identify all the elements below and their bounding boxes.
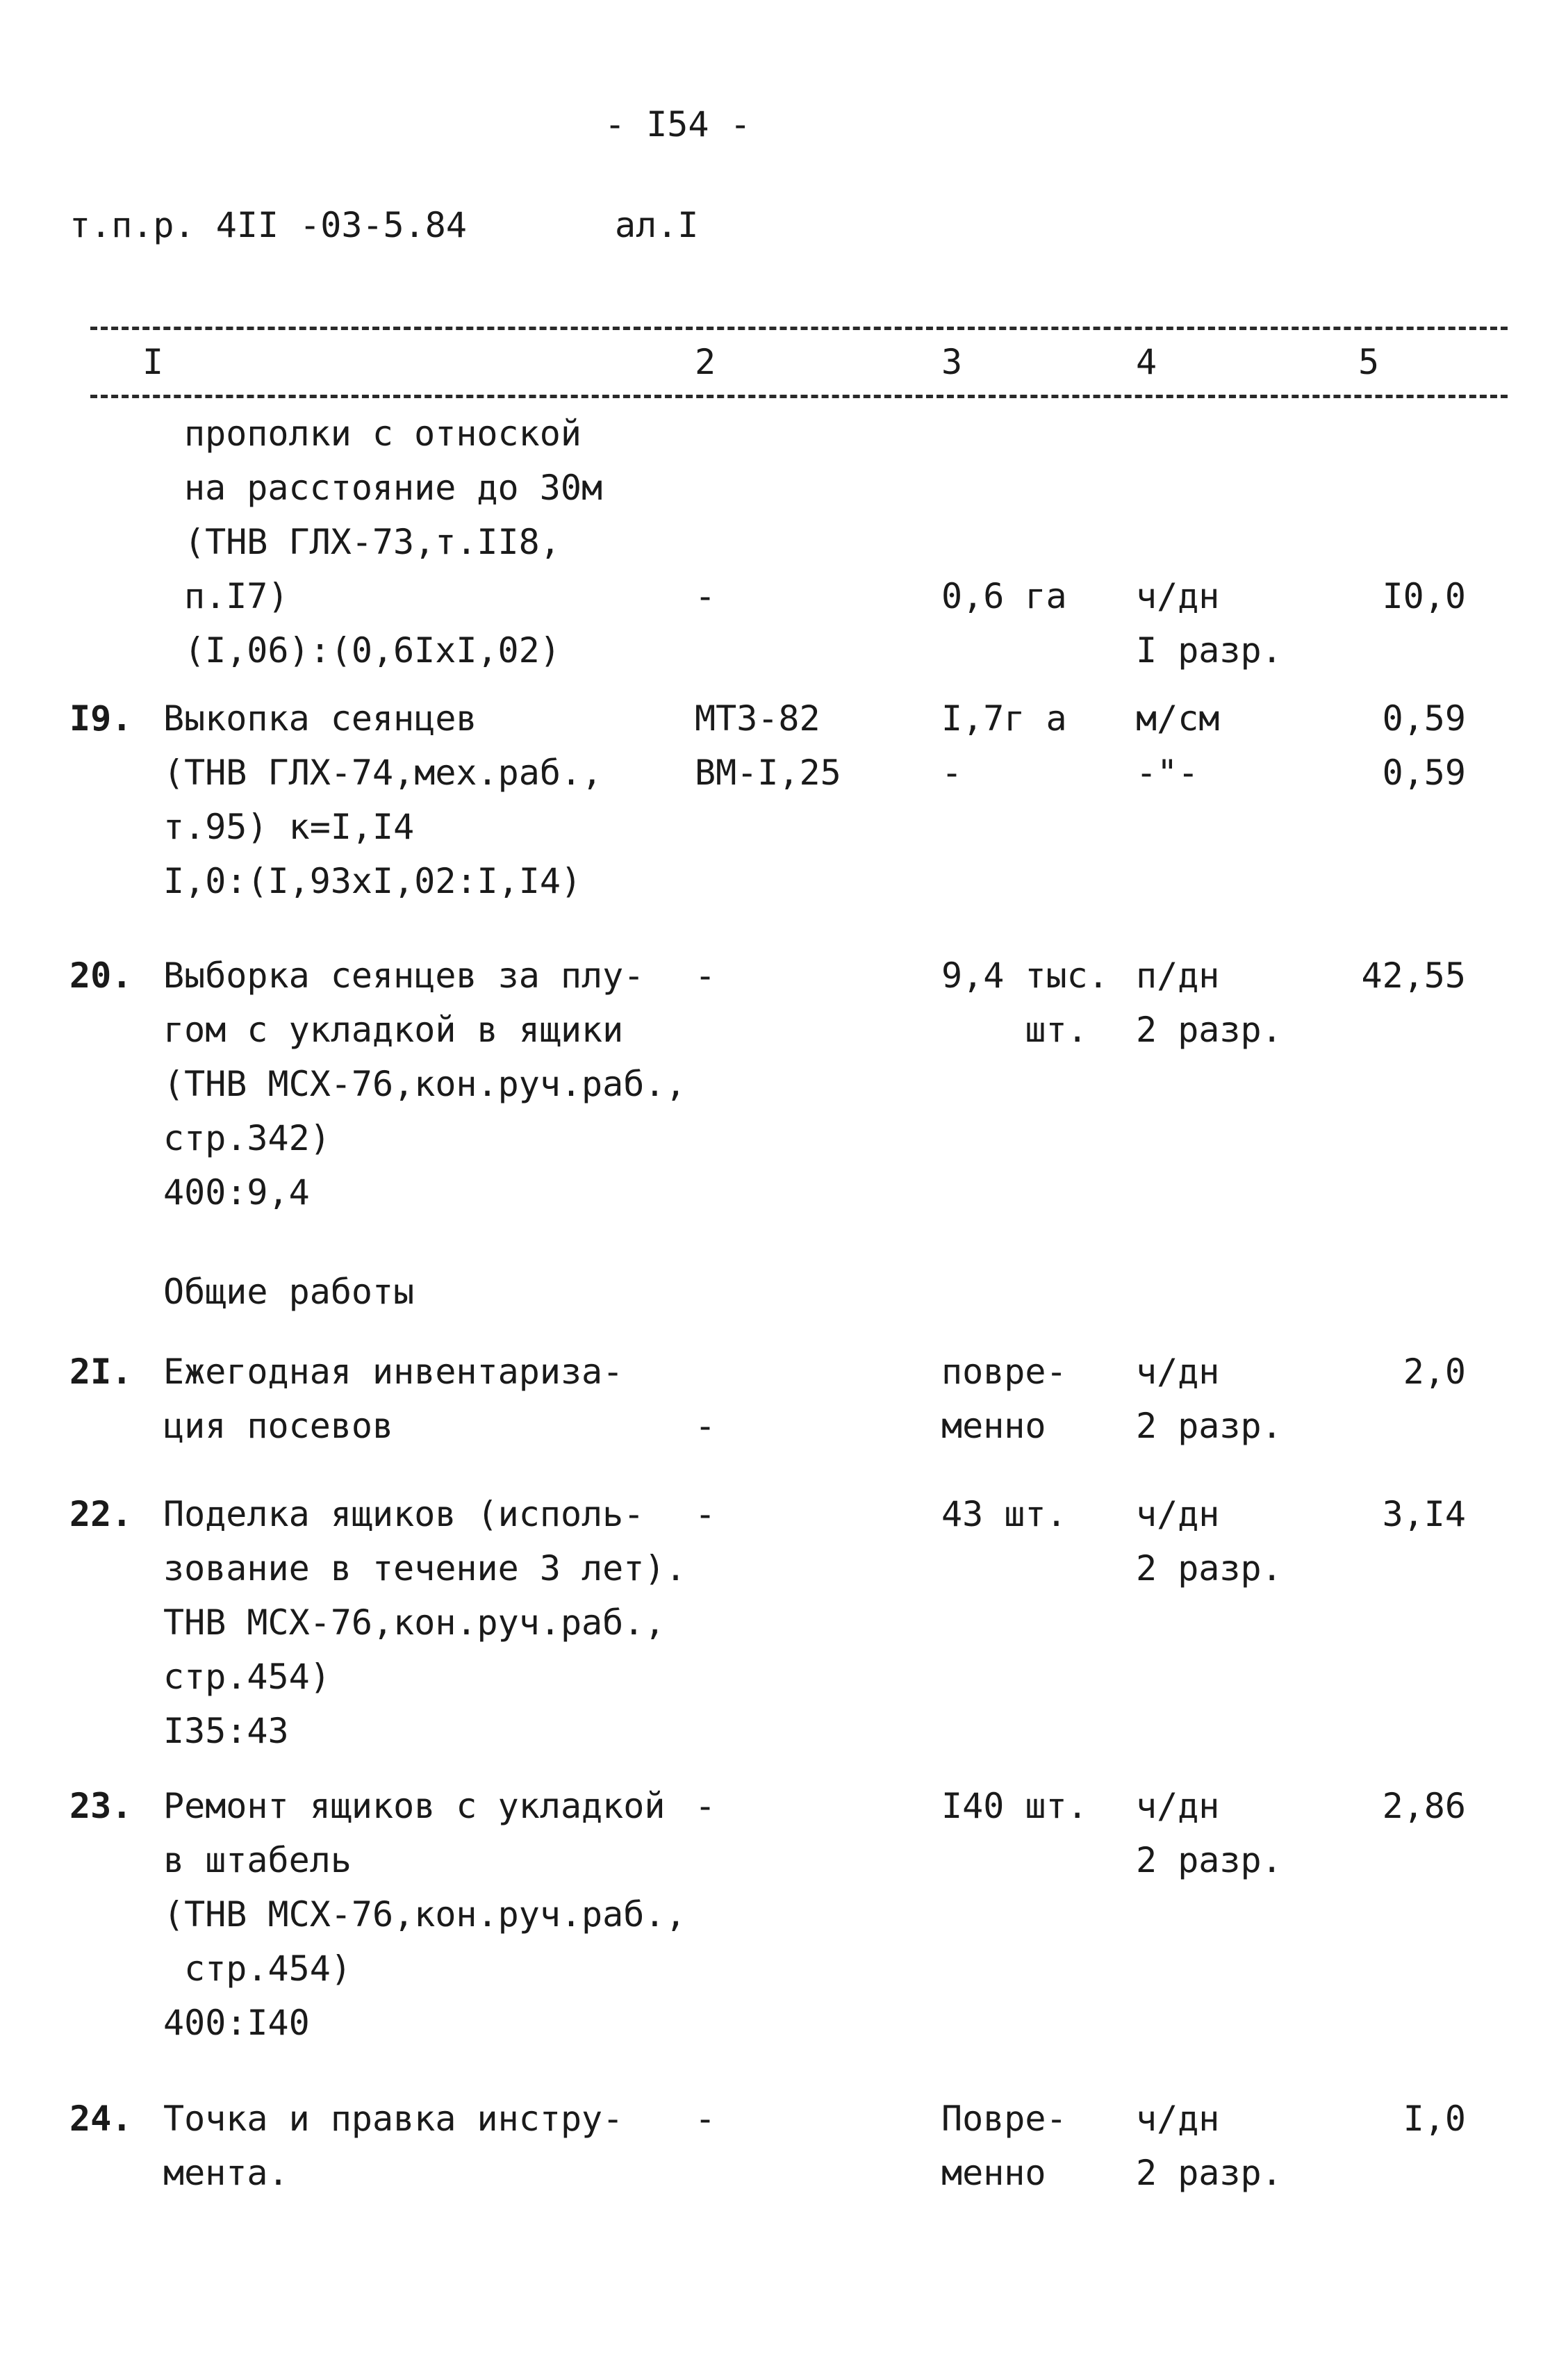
description-line: (ТНВ МСХ-76,кон.руч.раб., <box>163 1894 686 1935</box>
description-line: Поделка ящиков (исполь- <box>163 1494 645 1534</box>
value-cell-line: 42,55 <box>1361 955 1466 996</box>
unit-cell-line <box>1136 515 1282 569</box>
description-line: (ТНВ ГЛХ-73,т.II8, <box>184 522 561 562</box>
row-number: 2I. <box>69 1352 133 1392</box>
volume-cell-line: - <box>941 753 963 793</box>
unit-cell-line: м/см <box>1136 698 1220 739</box>
equipment-cell <box>695 949 716 1003</box>
volume-cell-line <box>941 461 1067 515</box>
equipment-cell-line: - <box>695 955 716 996</box>
volume-cell <box>941 2092 1067 2200</box>
work-description <box>163 1345 623 1453</box>
column-header-4: 4 <box>1136 342 1157 382</box>
description-line: в штабель <box>163 1840 352 1880</box>
description-line: на расстояние до 30м <box>184 468 603 508</box>
unit-cell-line <box>1136 407 1282 461</box>
description-line: стр.454) <box>163 1948 352 1989</box>
unit-cell-line: 2 разр. <box>1136 1548 1282 1589</box>
unit-cell-line: 2 разр. <box>1136 1010 1282 1050</box>
unit-cell <box>1136 407 1282 678</box>
volume-cell-line: повре- <box>941 1352 1067 1392</box>
document-reference: т.п.р. 4II -03-5.84 <box>69 205 467 245</box>
description-line: (ТНВ МСХ-76,кон.руч.раб., <box>163 1064 686 1104</box>
row-number: 22. <box>69 1494 133 1534</box>
volume-cell-line <box>941 515 1067 569</box>
row-number: 20. <box>69 955 133 996</box>
value-cell-line: 3,I4 <box>1382 1494 1466 1534</box>
equipment-cell <box>695 691 841 800</box>
description-line: 400:9,4 <box>163 1172 310 1213</box>
volume-cell <box>941 1487 1067 1541</box>
value-cell-line: I0,0 <box>1382 576 1466 616</box>
column-header-3: 3 <box>941 342 963 382</box>
equipment-cell <box>695 1779 716 1833</box>
description-line: п.I7) <box>184 576 289 616</box>
description-line: стр.342) <box>163 1118 331 1158</box>
value-cell-line <box>1341 515 1466 569</box>
value-cell-line: 0,59 <box>1382 753 1466 793</box>
description-line: ТНВ МСХ-76,кон.руч.раб., <box>163 1602 666 1643</box>
volume-cell-line: 43 шт. <box>941 1494 1067 1534</box>
column-header-2: 2 <box>695 342 716 382</box>
volume-cell-line: I40 шт. <box>941 1786 1088 1826</box>
description-line: прополки с отноской <box>184 413 581 454</box>
volume-cell-line: 0,6 га <box>941 576 1067 616</box>
column-header-1: I <box>142 342 164 382</box>
work-description <box>163 2092 623 2200</box>
table-header-rule <box>90 395 1508 398</box>
volume-cell <box>941 1779 1088 1833</box>
row-number: 23. <box>69 1786 133 1826</box>
table-top-rule <box>90 327 1508 330</box>
description-line: Выборка сеянцев за плу- <box>163 955 645 996</box>
value-cell <box>1341 949 1466 1003</box>
value-cell-line: 2,0 <box>1403 1352 1466 1392</box>
work-description <box>163 949 686 1220</box>
description-line: зование в течение 3 лет). <box>163 1548 686 1589</box>
equipment-cell-line: ВМ-I,25 <box>695 753 841 793</box>
value-cell <box>1341 1345 1466 1399</box>
volume-cell-line <box>941 407 1067 461</box>
volume-cell-line: Повре- <box>941 2099 1067 2139</box>
unit-cell <box>1136 2092 1282 2200</box>
unit-cell <box>1136 1487 1282 1595</box>
description-line: стр.454) <box>163 1657 331 1697</box>
description-line: Ежегодная инвентариза- <box>163 1352 624 1392</box>
equipment-cell-line: - <box>695 2099 716 2139</box>
description-line: (I,06):(0,6IxI,02) <box>184 630 561 671</box>
row-number: 24. <box>69 2099 133 2139</box>
sheet-label: ал.I <box>615 205 699 245</box>
unit-cell-line: 2 разр. <box>1136 2153 1282 2193</box>
column-header-5: 5 <box>1358 342 1380 382</box>
volume-cell-line: 9,4 тыс. <box>941 955 1109 996</box>
unit-cell <box>1136 1345 1282 1453</box>
description-line: Точка и правка инстру- <box>163 2099 624 2139</box>
unit-cell <box>1136 1779 1282 1887</box>
work-description <box>163 691 602 908</box>
equipment-cell-line <box>695 1345 716 1399</box>
description-line: I35:43 <box>163 1711 289 1751</box>
equipment-cell <box>695 407 716 623</box>
value-cell-line: 0,59 <box>1382 698 1466 739</box>
description-line: т.95) к=I,I4 <box>163 807 415 847</box>
description-line: (ТНВ ГЛХ-74,мех.раб., <box>163 753 603 793</box>
value-cell-line: I,0 <box>1403 2099 1466 2139</box>
work-description <box>184 407 602 678</box>
work-description <box>163 1779 686 2050</box>
unit-cell-line: п/дн <box>1136 955 1220 996</box>
value-cell-line <box>1341 461 1466 515</box>
volume-cell <box>941 1345 1067 1453</box>
unit-cell-line: I разр. <box>1136 630 1282 671</box>
section-heading <box>163 1265 414 1319</box>
volume-cell <box>941 691 1067 800</box>
equipment-cell-line <box>695 461 716 515</box>
equipment-cell-line: - <box>695 1786 716 1826</box>
value-cell-line: 2,86 <box>1382 1786 1466 1826</box>
unit-cell-line: ч/дн <box>1136 1494 1220 1534</box>
unit-cell-line: 2 разр. <box>1136 1406 1282 1446</box>
equipment-cell-line: - <box>695 1406 716 1446</box>
unit-cell-line: -"- <box>1136 753 1199 793</box>
description-line: Выкопка сеянцев <box>163 698 477 739</box>
volume-cell-line: шт. <box>941 1010 1088 1050</box>
description-line: 400:I40 <box>163 2003 310 2043</box>
equipment-cell <box>695 1345 716 1453</box>
value-cell <box>1341 1779 1466 1833</box>
unit-cell-line: ч/дн <box>1136 576 1220 616</box>
volume-cell-line: менно <box>941 2153 1046 2193</box>
volume-cell <box>941 949 1109 1057</box>
equipment-cell <box>695 1487 716 1541</box>
value-cell <box>1341 1487 1466 1541</box>
work-description <box>163 1487 686 1758</box>
unit-cell-line: ч/дн <box>1136 2099 1220 2139</box>
page-number: - I54 - <box>604 104 751 145</box>
description-line: I,0:(I,93xI,02:I,I4) <box>163 861 582 901</box>
unit-cell <box>1136 949 1282 1057</box>
unit-cell-line: ч/дн <box>1136 1786 1220 1826</box>
equipment-cell-line <box>695 515 716 569</box>
description-line: мента. <box>163 2153 289 2193</box>
value-cell <box>1341 691 1466 800</box>
equipment-cell <box>695 2092 716 2146</box>
volume-cell <box>941 407 1067 623</box>
description-line: Общие работы <box>163 1272 415 1312</box>
unit-cell <box>1136 691 1219 800</box>
equipment-cell-line: - <box>695 1494 716 1534</box>
volume-cell-line: I,7г а <box>941 698 1067 739</box>
value-cell-line <box>1341 407 1466 461</box>
unit-cell-line <box>1136 461 1282 515</box>
description-line: гом с укладкой в ящики <box>163 1010 624 1050</box>
unit-cell-line: ч/дн <box>1136 1352 1220 1392</box>
unit-cell-line: 2 разр. <box>1136 1840 1282 1880</box>
volume-cell-line: менно <box>941 1406 1046 1446</box>
equipment-cell-line: МТЗ-82 <box>695 698 820 739</box>
equipment-cell-line: - <box>695 576 716 616</box>
description-line: Ремонт ящиков с укладкой <box>163 1786 666 1826</box>
value-cell <box>1341 2092 1466 2146</box>
row-number: I9. <box>69 698 133 739</box>
description-line: ция посевов <box>163 1406 394 1446</box>
equipment-cell-line <box>695 407 716 461</box>
value-cell <box>1341 407 1466 623</box>
